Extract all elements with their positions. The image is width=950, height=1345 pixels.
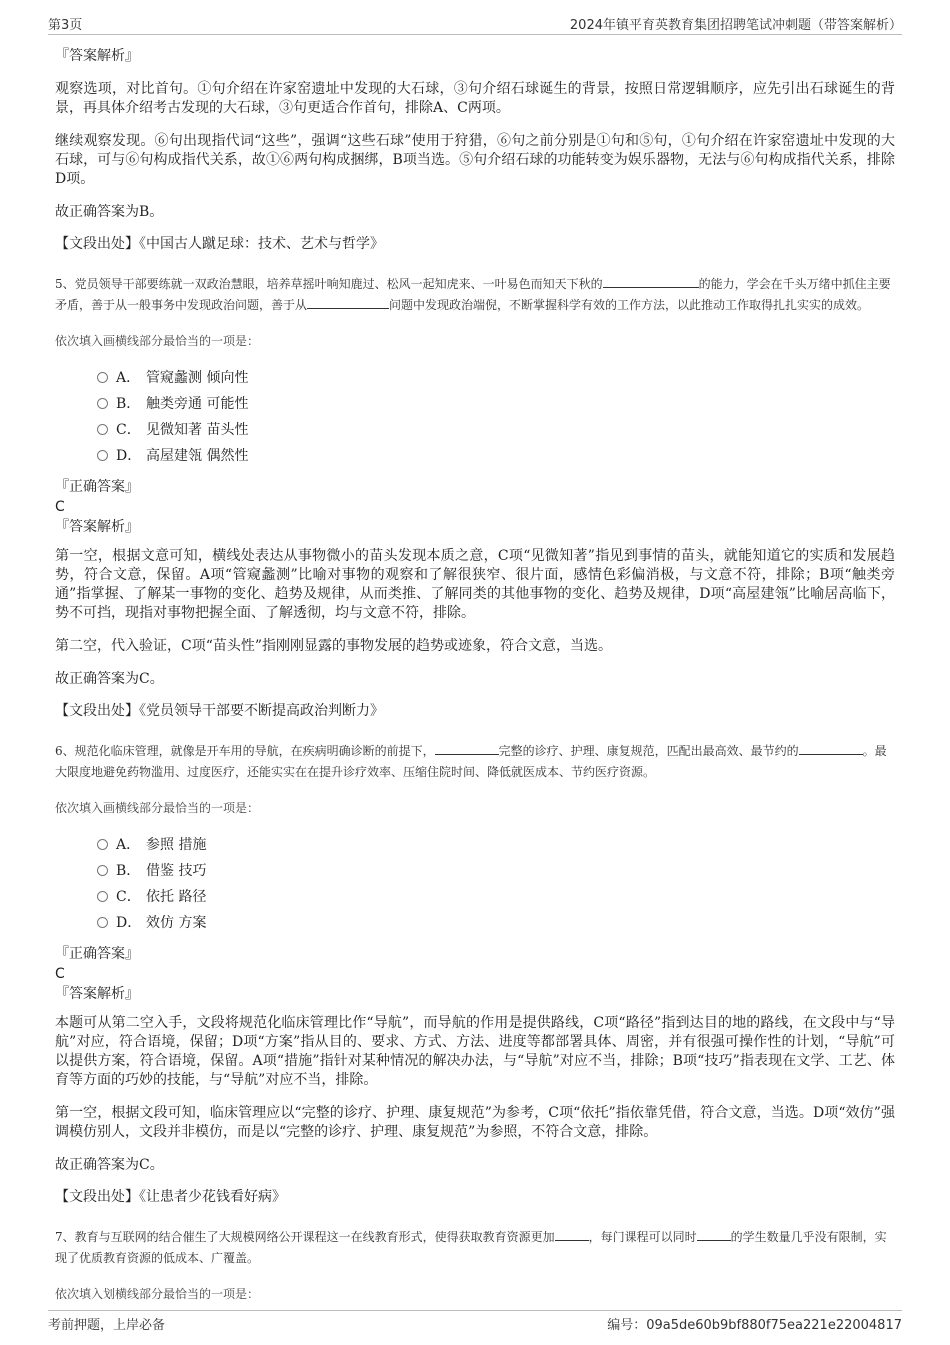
q5-source: 【文段出处】《党员领导干部要不断提高政治判断力》	[55, 703, 384, 719]
radio-icon[interactable]	[97, 398, 108, 409]
q4-source: 【文段出处】《中国古人蹴足球：技术、艺术与哲学》	[55, 236, 384, 252]
q5-option-d[interactable]: D． 高屋建瓴 偶然性	[97, 443, 895, 469]
q5-option-b[interactable]: B． 触类旁通 可能性	[97, 391, 895, 417]
q5-conclusion: 故正确答案为C。	[55, 671, 164, 687]
radio-icon[interactable]	[97, 839, 108, 850]
radio-icon[interactable]	[97, 917, 108, 928]
q5-analysis-label: 『答案解析』	[55, 519, 139, 535]
q5-stem: 5、党员领导干部要练就一双政治慧眼，培养草摇叶响知鹿过、松风一起知虎来、一叶易色而知天下秋的 的能力，学会在千头万绪中抓住主要矛盾，善于从一般事务中发现政治问题，善于从 问题中发现政治端倪，不断掌握科学有效的工作方法，以此推动工作取得扎扎实实的成效。	[55, 274, 895, 316]
page-footer	[48, 1310, 902, 1333]
radio-icon[interactable]	[97, 891, 108, 902]
radio-icon[interactable]	[97, 450, 108, 461]
q6-option-c[interactable]: C． 依托 路径	[97, 884, 895, 910]
q4-analysis-p2: 继续观察发现。⑥句出现指代词“这些”，强调“这些石球”使用于狩猎，⑥句之前分别是①句和⑤句，①句介绍在许家窑遗址中发现的大石球，可与⑥句构成指代关系，故①⑥两句构成捆绑，B项当选。⑤句介绍石球的功能转变为娱乐器物，无法与⑥句构成指代关系，排除D项。	[55, 133, 895, 187]
q4-analysis-p1: 观察选项，对比首句。①句介绍在许家窑遗址中发现的大石球，③句介绍石球诞生的背景，按照日常逻辑顺序，应先引出石球诞生的背景，再具体介绍考古发现的大石球，③句更适合作首句，排除A、C两项。	[55, 81, 895, 116]
q5-analysis-p2: 第二空，代入验证，C项“苗头性”指刚刚显露的事物发展的趋势或迹象，符合文意，当选。	[55, 638, 613, 654]
q5-option-c[interactable]: C． 见微知著 苗头性	[97, 417, 895, 443]
page-header	[48, 12, 902, 35]
page-content	[55, 46, 895, 1304]
q6-option-b[interactable]: B． 借鉴 技巧	[97, 858, 895, 884]
q5-blank-2	[307, 295, 389, 309]
q5-correct-label: 『正确答案』	[55, 479, 139, 495]
q6-stem: 6、规范化临床管理，就像是开车用的导航，在疾病明确诊断的前提下， 完整的诊疗、护理、康复规范，匹配出最高效、最节约的 。最大限度地避免药物滥用、过度医疗，还能实实在在提升诊疗效率、压缩住院时间、降低就医成本、节约医疗资源。	[55, 741, 895, 783]
q4-conclusion: 故正确答案为B。	[55, 204, 164, 220]
page-number: 第3页	[48, 18, 83, 33]
q5-analysis-p1: 第一空，根据文意可知，横线处表达从事物微小的苗头发现本质之意，C项“见微知著”指见到事情的苗头，就能知道它的实质和发展趋势，符合文意，保留。A项“管窥蠡测”比喻对事物的观察和了解很狭窄、很片面，感情色彩偏消极，与文意不符，排除；B项“触类旁通”指掌握、了解某一事物的变化、趋势及规律，从而类推、了解同类的其他事物的变化、趋势及规律，D项“高屋建瓴”比喻居高临下，势不可挡，现指对事物把握全面、了解透彻，均与文意不符，排除。	[55, 548, 895, 621]
footer-slogan: 考前押题，上岸必备	[48, 1318, 166, 1333]
q6-blank-1	[435, 741, 499, 755]
q6-analysis-p2: 第一空，根据文段可知，临床管理应以“完整的诊疗、护理、康复规范”为参考，C项“依托”指依靠凭借，符合文意，当选。D项“效仿”强调模仿别人，文段并非模仿，而是以“完整的诊疗、护理、康复规范”为参照，不符合文意，排除。	[55, 1105, 895, 1140]
q4-analysis-label: 『答案解析』	[55, 48, 139, 64]
q5-correct-answer: C	[55, 499, 65, 515]
radio-icon[interactable]	[97, 865, 108, 876]
document-id: 编号：09a5de60b9bf880f75ea221e22004817	[607, 1318, 902, 1333]
q7-blank-1	[555, 1227, 589, 1241]
q6-prompt: 依次填入画横线部分最恰当的一项是：	[55, 801, 260, 815]
q7-prompt: 依次填入划横线部分最恰当的一项是：	[55, 1287, 260, 1301]
radio-icon[interactable]	[97, 424, 108, 435]
q6-correct-answer: C	[55, 966, 65, 982]
q5-blank-1	[603, 274, 699, 288]
q6-blank-2	[799, 741, 863, 755]
q7-stem: 7、教育与互联网的结合催生了大规模网络公开课程这一在线教育形式，使得获取教育资源更加 ，每门课程可以同时 的学生数量几乎没有限制，实现了优质教育资源的低成本、广覆盖。	[55, 1227, 895, 1269]
q6-analysis-p1: 本题可从第二空入手，文段将规范化临床管理比作“导航”，而导航的作用是提供路线，C项“路径”指到达目的地的路线，在文段中与“导航”对应，符合语境，保留；D项“方案”指从目的、要求、方式、方法、进度等都部署具体、周密，并有很强可操作性的计划，“导航”可以提供方案，符合语境，保留。A项“措施”指针对某种情况的解决办法，与“导航”对应不当，排除；B项“技巧”指表现在文学、工艺、体育等方面的巧妙的技能，与“导航”对应不当，排除。	[55, 1015, 895, 1088]
q6-conclusion: 故正确答案为C。	[55, 1157, 164, 1173]
radio-icon[interactable]	[97, 372, 108, 383]
q6-analysis-label: 『答案解析』	[55, 986, 139, 1002]
q6-correct-label: 『正确答案』	[55, 946, 139, 962]
q6-option-a[interactable]: A． 参照 措施	[97, 832, 895, 858]
q6-option-d[interactable]: D． 效仿 方案	[97, 910, 895, 936]
q7-blank-2	[697, 1227, 731, 1241]
q6-options	[97, 832, 895, 936]
document-title: 2024年镇平育英教育集团招聘笔试冲刺题（带答案解析）	[569, 18, 902, 33]
q5-prompt: 依次填入画横线部分最恰当的一项是：	[55, 334, 260, 348]
q5-option-a[interactable]: A． 管窥蠡测 倾向性	[97, 365, 895, 391]
q5-options	[97, 365, 895, 469]
q6-source: 【文段出处】《让患者少花钱看好病》	[55, 1189, 286, 1205]
